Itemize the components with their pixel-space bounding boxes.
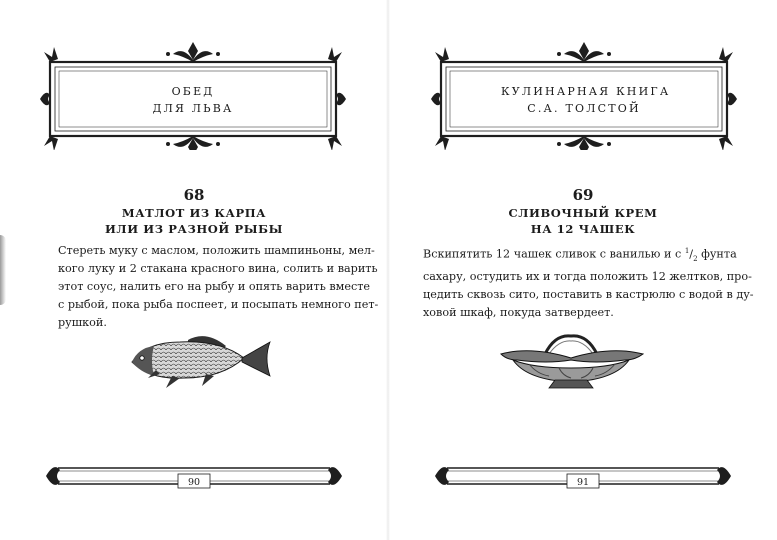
right-footer-frame <box>433 460 733 494</box>
page-number: 90 <box>187 477 201 488</box>
recipe-title-line: МАТЛОТ ИЗ КАРПА <box>121 206 267 220</box>
recipe-text-line: сахару, остудить их и тогда положить 12 желтков, про- <box>423 269 752 283</box>
recipe-text-fragment: Вскипятить 12 чашек сливок с ванилью и с <box>423 247 685 261</box>
header-line: ДЛЯ ЛЬВА <box>152 102 234 115</box>
left-page <box>0 0 388 540</box>
recipe-text-line: Вскипятить 12 чашек сливок с ванилью и с $^1/_2$ фунта <box>423 247 737 263</box>
header-line: С.А. ТОЛСТОЙ <box>527 102 641 115</box>
recipe-text-line: цедить сквозь сито, поставить в кастрюлю с водой в ду- <box>423 287 754 301</box>
left-header-frame <box>40 40 346 150</box>
recipe-text-line: ховой шкаф, покуда затвердеет. <box>423 305 614 319</box>
recipe-number: 68 <box>183 186 205 204</box>
left-footer-frame <box>44 460 344 494</box>
recipe-body <box>423 242 754 322</box>
recipe-text-line: с рыбой, пока рыба поспеет, и посыпать немного пет- <box>58 298 379 311</box>
fraction-numerator: 1 <box>684 247 690 255</box>
recipe-title-line: СЛИВОЧНЫЙ КРЕМ <box>508 206 658 220</box>
right-page <box>389 0 777 540</box>
fraction-denominator: 2 <box>693 254 698 263</box>
right-header-title <box>501 83 671 117</box>
page-number: 91 <box>576 477 590 488</box>
recipe-body <box>58 242 379 332</box>
recipe-title <box>0 205 388 237</box>
recipe-text-line: кого луку и 2 стакана красного вина, солить и варить <box>58 262 378 275</box>
recipe-title <box>389 205 777 237</box>
header-line: ОБЕД <box>171 85 215 98</box>
left-header-title <box>110 83 276 117</box>
recipe-title-line: ИЛИ ИЗ РАЗНОЙ РЫБЫ <box>104 222 284 236</box>
right-header-frame <box>431 40 737 150</box>
header-line: КУЛИНАРНАЯ КНИГА <box>501 85 671 98</box>
recipe-title-line: НА 12 ЧАШЕК <box>530 222 636 236</box>
recipe-text-line: рушкой. <box>58 316 107 329</box>
recipe-text-line: этот соус, налить его на рыбу и опять варить вместе <box>58 280 371 293</box>
cream-bowl-engraving-icon <box>499 334 645 392</box>
recipe-number: 69 <box>572 186 594 204</box>
fish-engraving-icon <box>126 330 276 392</box>
recipe-text-fragment: фунта <box>697 247 737 261</box>
recipe-text-line: Стереть муку с маслом, положить шампиньоны, мел- <box>58 244 375 257</box>
